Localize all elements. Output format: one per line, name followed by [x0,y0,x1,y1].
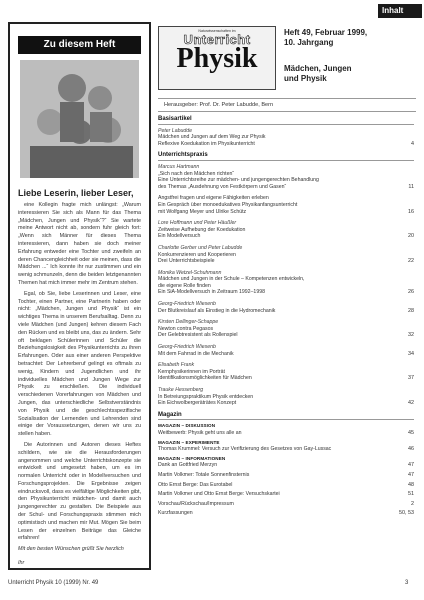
publisher-line: Herausgeber: Prof. Dr. Peter Labudde, Bern [158,98,416,112]
toc-title: Ein Modellversuch [158,233,201,240]
toc-title: die eigene Rolle finden [158,282,211,289]
toc-entry[interactable] [158,387,414,407]
journal-masthead [158,22,408,94]
toc-page: 22 [408,258,414,265]
magazin-title: Otto Ernst Berge: Das Eurotabel [158,481,233,488]
magazin-entry[interactable] [158,440,414,453]
section-header-unterrichtspraxis: Unterrichtspraxis [158,152,414,161]
magazin-title: Martin Volkmer: Totale Sonnenfinsternis [158,471,250,478]
logo-unterricht: Unterricht [183,32,251,47]
magazin-title: Martin Volkmer und Otto Ernst Berge: Versuchskartei [158,491,280,498]
toc-title: mit Wolfgang Meyer und Ulrike Schütz [158,208,247,215]
toc-author: Marcus Hartmann [158,163,200,170]
page-footer: Unterricht Physik 10 (1999) Nr. 49 [8,580,99,586]
theme-line: und Physik [284,74,327,83]
journal-logo [158,26,276,90]
toc-entry[interactable] [158,344,414,357]
magazin-entry[interactable] [158,472,414,479]
magazin-title: Weitbewerb: Physik geht uns alle an [158,429,242,436]
toc-title: Newton contra Pegasos [158,325,214,332]
magazin-entry[interactable] [158,456,414,469]
toc-entry[interactable] [158,128,414,148]
section-header-magazin: Magazin [158,412,414,421]
volume-line: 10. Jahrgang [284,38,334,47]
toc-page: 46 [408,446,414,453]
toc-author: Peter Labudde [158,127,193,134]
toc-page: 26 [408,289,414,296]
toc-title: Kernphysikerinnen im Porträt [158,368,225,375]
theme-line: Mädchen, Jungen [284,64,352,73]
magazin-entry[interactable] [158,510,414,517]
letter-ihr: Ihr [18,560,25,567]
magazin-entry[interactable] [158,501,414,508]
letter-closing: Mit den besten Wünschen grüßt Sie herzlich [18,546,124,553]
toc-entry[interactable] [158,195,414,215]
editorial-box [8,22,151,570]
magazin-title: Vorschau/Rückschau/Impressum [158,500,234,507]
toc-author: Lore Hoffmann und Peter Häußler [158,220,237,227]
toc-title: Konkurrenzieren und Kooperieren [158,251,236,258]
editorial-title: Zu diesem Heft [18,36,141,54]
magazin-entry[interactable] [158,491,414,498]
issue-theme [284,64,352,84]
toc-entry[interactable] [158,301,414,314]
toc-title: Mädchen und Jungen in der Schule – Kompetenzen entwickeln, [158,276,305,283]
letter-paragraph: eine Kollegin fragte mich unlängst: „Warum interessieren Sie sich als Mann für das Thema „Mädchen, Jungen und Physik“?“ Sie wartete meine Antwort nicht ab, sondern fuhr gleich fort: „Wenn sich Männer für dieses Thema interessieren, dann haben sie doch meiner Erfahrung entweder eine Tochter und zweifeln an deren Chancengleichheit oder sie meinen, dass die Mädchen ...“ Ich konnte ihr nur zustimmen und ein wenig schmunzeln, denn die beiden letztgenannten Themen hat mich immer mehr im Zentrum stehen. [18,202,141,286]
magazin-category: MAGAZIN – DISKUSSION [158,423,216,429]
toc-title: In Betreiungspraktikum Physik entdecken [158,393,254,400]
toc-page: 20 [408,233,414,240]
toc-entry[interactable] [158,270,414,296]
toc-page: 51 [408,491,414,498]
editorial-letter [18,202,141,568]
toc-title: Zeitweise Aufhebung der Koedukation [158,226,246,233]
toc-title: des Themas „Ausdehnung von Festkörpern und Gasen“ [158,183,287,190]
toc-author: Monika Wetzel-Schuhmann [158,269,222,276]
toc-page: 32 [408,332,414,339]
toc-title: Ein Eichwolbergeräträtes Konzept [158,400,237,407]
toc-author: Georg-Friedrich Wiesenb [158,344,216,351]
section-header-basisartikel: Basisartikel [158,116,414,125]
toc-page: 42 [408,400,414,407]
toc-page: 48 [408,481,414,488]
magazin-list [158,423,414,517]
toc-page: 16 [408,208,414,215]
magazin-title: Thomas Krummel: Versuch zur Verifizierung des Gesetzes von Gay-Lussac [158,446,332,453]
table-of-contents [158,112,414,520]
toc-page: 45 [408,429,414,436]
editorial-greeting: Liebe Leserin, lieber Leser, [18,188,134,198]
toc-entry[interactable] [158,164,414,190]
magazin-entry[interactable] [158,482,414,489]
toc-author: Elisabeth Frank [158,362,195,369]
letter-paragraph: Die Autorinnen und Autoren dieses Heftes schildern, wie sie die Herausforderungen angenommen und welche Unterrichtskonzepte sie entwickelt und umgesetzt haben, um es im normalen Unterricht oder in Modellversuchen und Forschungsprojekten. Die Ergebnisse zeigen eindrucksvoll, dass es vielfältige Möglichkeiten gibt, den Physikunterricht mädchen- und damit auch jungengerechter zu gestalten. Die Beispiele aus der Schul- und Forschungspraxis stimmen mich optimistisch und machen mir Mut. Mögen Sie beim Lesen der einzelnen Beiträge das Gleiche erfahren! [18,441,141,542]
magazin-category: MAGAZIN – INFORMATIONEN [158,455,226,461]
toc-author: Trauke Hessenberg [158,387,204,393]
section-tab-inhalt: Inhalt [378,4,422,18]
toc-author: Kirsten Dellinger-Schappe [158,319,219,326]
toc-page: 47 [408,471,414,478]
toc-author: Charlotte Gerber und Peter Labudde [158,244,243,251]
toc-page: 4 [411,140,414,147]
toc-page: 50, 53 [399,510,414,517]
family-photo-illustration [20,60,139,178]
page-number: 3 [405,580,409,586]
magazin-category: MAGAZIN – EXPERIMENTE [158,439,220,445]
toc-title: Ein Gespräch über monoedukatives Physikanfangsunterricht [158,201,298,208]
praxis-list [158,164,414,407]
logo-subtitle: Naturwissenschaften im [198,29,236,33]
toc-page: 34 [408,350,414,357]
toc-author: Georg-Friedrich Wiesenb [158,301,216,308]
toc-title: Ein SiA-Modellversuch in Zeitraum 1992–1998 [158,289,265,296]
toc-title: Drei Unterrichtsbeispiele [158,258,215,265]
toc-entry[interactable] [158,362,414,382]
toc-title: „Sich nach den Mädchen richten“ [158,170,235,177]
magazin-title: Kurzfassungen [158,510,193,517]
toc-page: 11 [408,183,414,190]
toc-entry[interactable] [158,245,414,265]
toc-page: 28 [408,307,414,314]
toc-title: Angstfrei fragen und eigene Fähigkeiten erleben [158,195,269,202]
toc-entry[interactable] [158,220,414,240]
issue-line: Heft 49, Februar 1999, [284,28,368,37]
toc-title: Reflexive Koedukation im Physikunterricht [158,140,255,147]
toc-title: Der Blutkreislauf als Einstieg in die Hydromechanik [158,307,276,314]
toc-title: Eine Unterrichtsreihe zur mädchen- und jungengerechten Behandlung [158,177,319,184]
toc-title: Mädchen und Jungen auf dem Weg zur Physik [158,134,266,141]
logo-physik: Physik [176,43,258,74]
toc-page: 37 [408,375,414,382]
issue-info [284,28,367,48]
toc-title: Der Gelebtresistent als Rollenspiel [158,332,238,339]
toc-page: 47 [408,462,414,469]
editor-photo [20,60,139,178]
toc-entry[interactable] [158,319,414,339]
letter-paragraph: Egal, ob Sie, liebe Leserinnen und Leser, eine Tochter, einen Partner, eine Partnerin haben oder nicht: „Mädchen, Jungen und Physik“ ist ein wichtiges Thema in unserem Berufsalltag. Denn zu viele Mädchen (und Jungen) kehren diesem Fach den Rücken und es bleibt uns, das zu ändern. Sehr oft beklagen Schülerinnen und Schüler die Beziehungslosigkeit des Physikunterrichts zu ihren Erfahrungen. Oder aus einer anderen Perspektive betrachtet: Der Lehrerberuf gelingt es oftmals zu wenig, Kindern und Jugendlichen und ihr individuelles Mädchen und Jungen Wege zur Physik zu erschließen. Die individuell verschiedenen Vorerfahrungen von Mädchen und Jungen, das unterschiedliche Selbstverständnis von Physik und die geschlechtsspezifische Sozialisation der Lernenden und Lehrenden sind einige der Voraussetzungen, denen wir uns zu stellen haben. [18,290,141,438]
toc-page: 2 [411,500,414,507]
toc-title: Identifikationsmöglichkeiten für Mädchen [158,375,252,382]
magazin-title: Dank an Gottfried Merzyn [158,462,218,469]
magazin-entry[interactable] [158,423,414,436]
toc-title: Mit dem Fahrrad in die Mechanik [158,350,234,357]
